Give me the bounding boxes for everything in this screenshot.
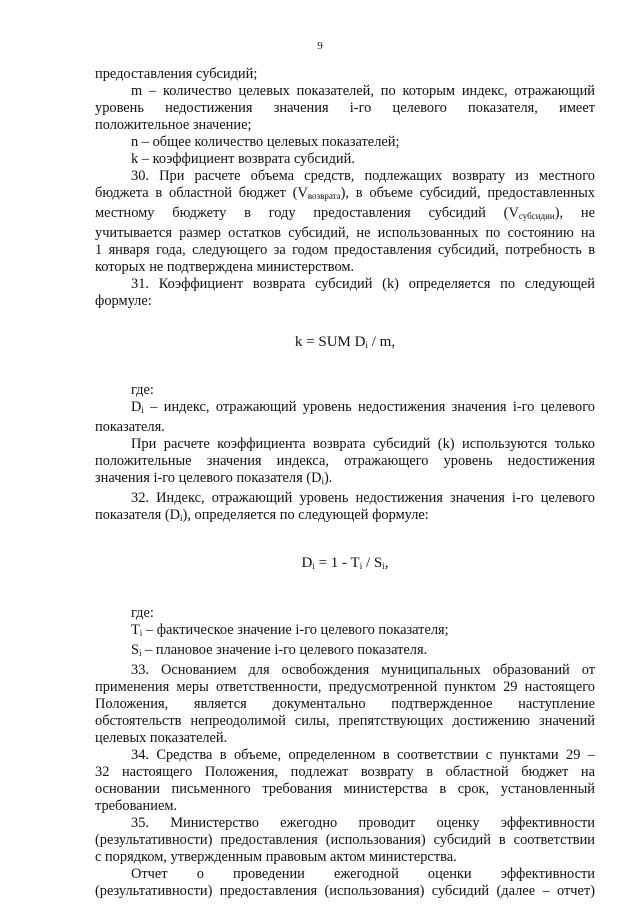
clause-33: 33. Основанием для освобождения муниципальных образований от применения меры ответственности, предусмотренной пунктом 29 настоящего Положения, является документально подтвержденное наступление обстоятельств непреодолимой силы, препятствующих достижению значений целевых показателей. bbox=[95, 662, 595, 746]
formula-di: $D_i = 1 - T_i / S_i$, bbox=[301, 555, 389, 571]
clause-31: 31. Коэффициент возврата субсидий (k) определяется по следующей формуле: bbox=[95, 276, 595, 309]
definition-si: $S_i$ – плановое значение i-го целевого показателя. bbox=[131, 642, 428, 658]
clause-35: 35. Министерство ежегодно проводит оценку эффективности (результативности) предоставления (использования) субсидий в соответствии с порядком, утвержденным правовым актом министерства. bbox=[95, 815, 595, 865]
definition-n: n – общее количество целевых показателей; bbox=[131, 134, 400, 150]
clause-34: 34. Средства в объеме, определенном в соответствии с пунктами 29 – 32 настоящего Положения, подлежат возврату в областной бюджет на основании письменного требования министерства в срок, установленный требованием. bbox=[95, 747, 595, 814]
clause-30: 30. При расчете объема средств, подлежащих возврату из местного бюджета в областной бюджет $(V_{возврата})$, в объеме субсидий, предоставленных местному бюджету в году предоставления субсидий $(V_{субсидии})$, не учитывается размер остатков субсидий, не использованных по состоянию на 1 января года, следующего за годом предоставления субсидий, потребность в которых не подтверждена министерством. bbox=[95, 168, 596, 275]
paragraph-report: Отчет о проведении ежегодной оценки эффективности (результативности) предоставления (использования) субсидий (далее – отчет) bbox=[95, 866, 595, 899]
where-label-1: где: bbox=[131, 382, 154, 398]
definition-ti: $T_i$ – фактическое значение i-го целевого показателя; bbox=[131, 622, 449, 638]
where-label-2: где: bbox=[131, 605, 154, 621]
page-number: 9 bbox=[317, 40, 323, 52]
clause-32: 32. Индекс, отражающий уровень недостижения значения i-го целевого показателя $(D_i)$, определяется по следующей формуле: bbox=[95, 490, 595, 523]
definition-k: k – коэффициент возврата субсидий. bbox=[131, 151, 355, 167]
document-body bbox=[95, 66, 595, 900]
definition-di: $D_i$ – индекс, отражающий уровень недостижения значения i-го целевого показателя. bbox=[95, 399, 595, 435]
formula-k: k = SUM $D_i$ / m, bbox=[294, 334, 396, 350]
definition-m: m – количество целевых показателей, по которым индекс, отражающий уровень недостижения значения i-го целевого показателя, имеет положительное значение; bbox=[95, 83, 595, 133]
paragraph-continuation: предоставления субсидий; bbox=[95, 66, 258, 82]
paragraph-k-usage: При расчете коэффициента возврата субсидий (k) используются только положительные значения индекса, отражающего уровень недостижения значения i-го целевого показателя $(D_i)$. bbox=[95, 436, 595, 486]
